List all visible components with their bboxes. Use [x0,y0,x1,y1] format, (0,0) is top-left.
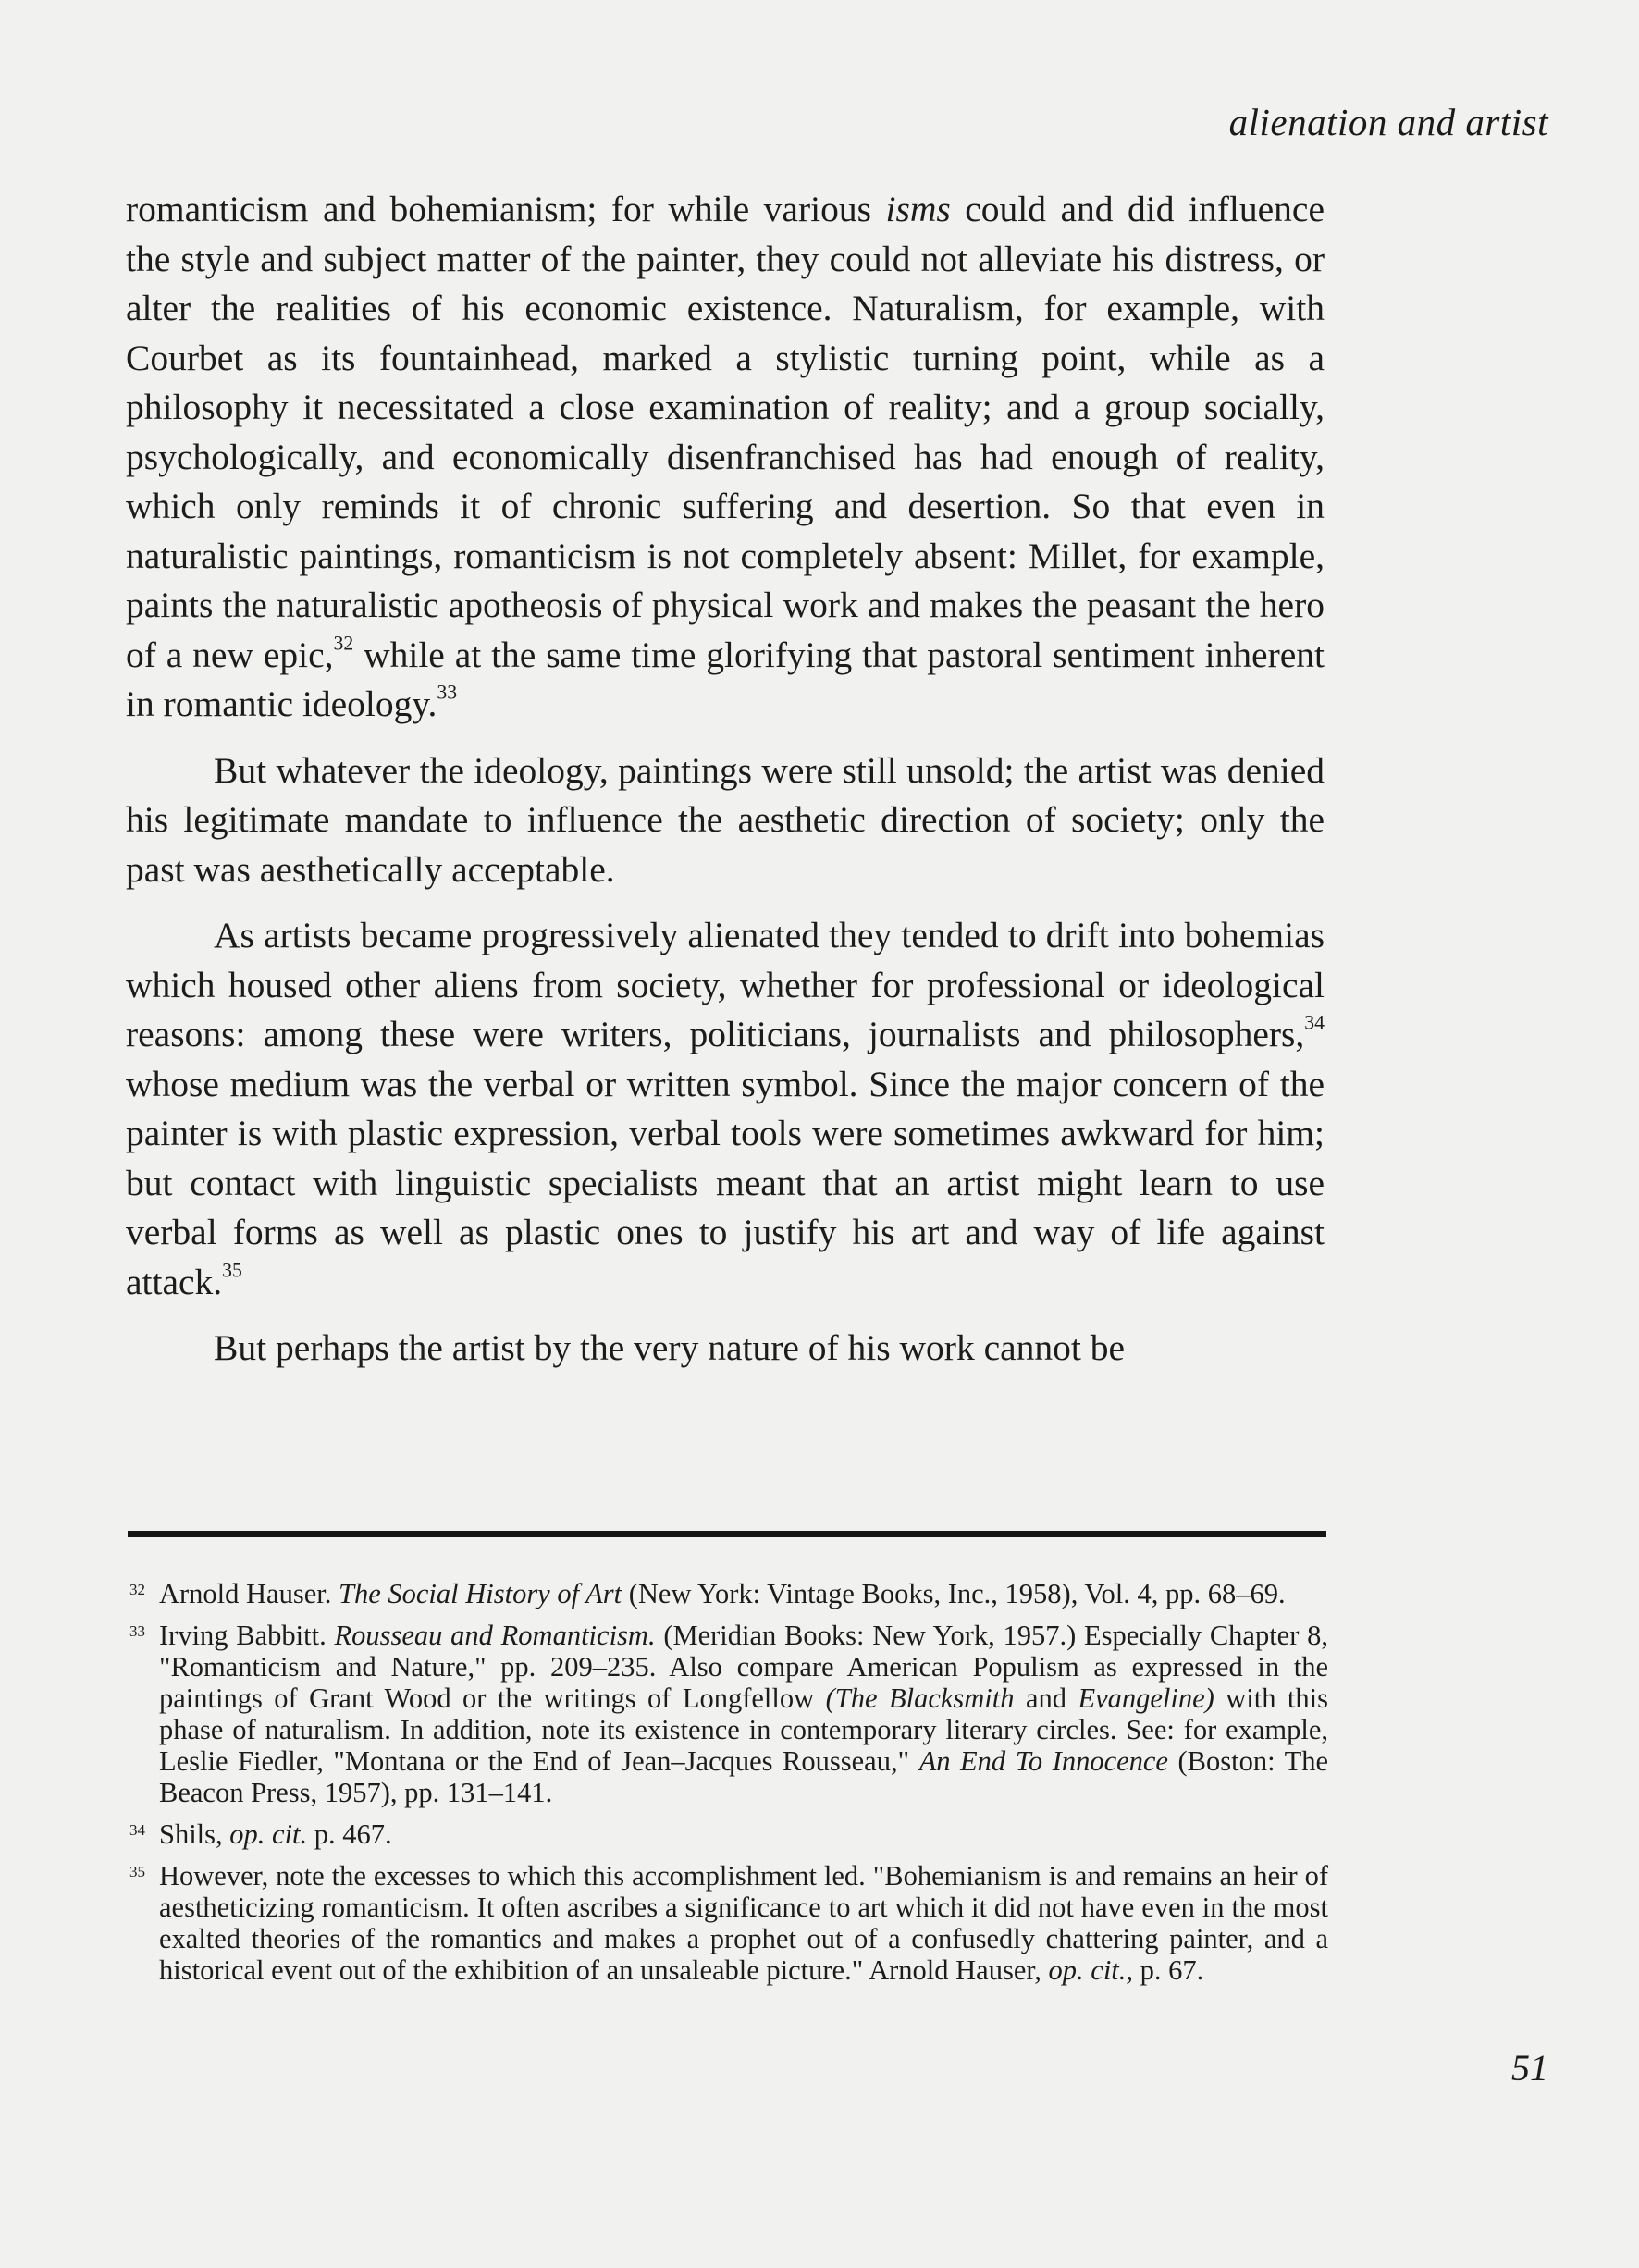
footnote-divider [128,1531,1326,1537]
emphasis-isms: isms [885,189,951,229]
footnote-number: 32 [129,1581,145,1598]
footnotes [129,1578,1328,1996]
page-number: 51 [1511,2047,1548,2089]
footnote-number: 34 [129,1821,145,1839]
footnote-ref-34[interactable]: 34 [1304,1011,1325,1034]
paragraph-4: But perhaps the artist by the very nature of his work cannot be [214,1327,1126,1368]
footnote-33: 33 Irving Babbitt. Rousseau and Romanticism. (Meridian Books: New York, 1957.) Especially Chapter 8, "Romanticism and Nature," pp. 209–235. Also compare American Populism as expressed in the paintings of Grant Wood or the writings of Longfellow (The Blacksmith and Evangeline) with this phase of naturalism. In addition, note its existence in contemporary literary circles. See: for example, Leslie Fiedler, "Montana or the End of Jean–Jacques Rousseau," An End To Innocence (Boston: The Beacon Press, 1957), pp. 131–141. [129,1620,1328,1808]
footnote-number: 35 [129,1863,145,1880]
footnote-35: 35 However, note the excesses to which this accomplishment led. "Bohemianism is and remains an heir of aestheticizing romanticism. It often ascribes a significance to art which it did not have even in the most exalted theories of the romantics and makes a prophet out of a confusedly chattering painter, and a historical event out of the exhibition of an unsaleable picture." Arnold Hauser, op. cit., p. 67. [129,1860,1328,1986]
footnote-number: 33 [129,1622,145,1640]
paragraph-2: But whatever the ideology, paintings were still unsold; the artist was denied his legitimate mandate to influence the aesthetic direction of society; only the past was aesthetically acceptable. [126,749,1325,890]
paragraph-3: As artists became progressively alienated they tended to drift into bohemias which housed other aliens from society, whether for professional or ideological reasons: among these were writers, politicians, journalists and philosophers,$^{34}$ whose medium was the verbal or written symbol. Since the major concern of the painter is with plastic expression, verbal tools were sometimes awkward for him; but contact with linguistic specialists meant that an artist might learn to use verbal forms as well as plastic ones to justify his art and way of life against attack.$^{35}$ [126,915,1325,1302]
running-head: alienation and artist [1228,101,1548,143]
main-text [126,185,1325,1390]
footnote-ref-32[interactable]: 32 [333,632,354,655]
footnote-32: 32 Arnold Hauser. The Social History of Art (New York: Vintage Books, Inc., 1958), Vol. 4, pp. 68–69. [129,1578,1328,1609]
footnote-34: 34 Shils, op. cit. p. 467. [129,1818,1328,1850]
paragraph-1: romanticism and bohemianism; for while various isms could and did influence the style and subject matter of the painter, they could not alleviate his distress, or alter the realities of his economic existence. Naturalism, for example, with Courbet as its fountainhead, marked a stylistic turning point, while as a philosophy it necessitated a close examination of reality; and a group socially, psychologically, and economically disenfranchised has had enough of reality, which only reminds it of chronic suffering and desertion. So that even in naturalistic paintings, romanticism is not completely absent: Millet, for example, paints the naturalistic apotheosis of physical work and makes the peasant the hero of a new epic,$^{32}$ while at the same time glorifying that pastoral sentiment inherent in romantic ideology.$^{33}$ [126,189,1325,724]
footnote-ref-35[interactable]: 35 [222,1259,242,1282]
footnote-ref-33[interactable]: 33 [437,681,458,704]
